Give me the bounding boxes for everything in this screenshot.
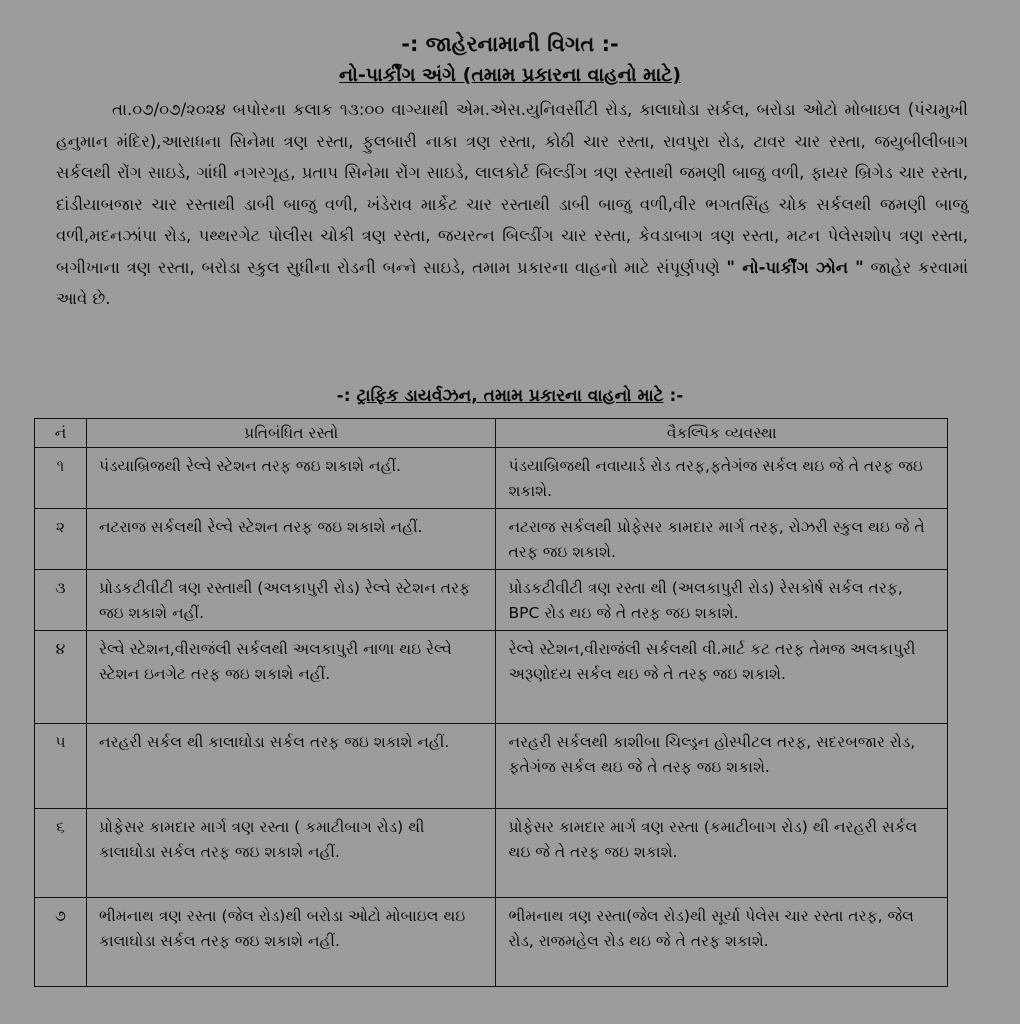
column-header-restricted-road: પ્રતિબંધિત રસ્તો (86, 419, 496, 448)
alternative-arrangement-cell: રેલ્વે સ્ટેશન,વીરાજંલી સર્કલથી વી.માર્ટ કટ તરફ તેમજ અલકાપુરી અરૂણોદય સર્કલ થઇ જે તે તરફ જઇ શકાશે. (496, 631, 948, 724)
restricted-road-cell: પ્રોફેસર કામદાર માર્ગ ત્રણ રસ્તા ( કમાટીબાગ રોડ) થી કાલાઘોડા સર્કલ તરફ જઇ શકાશે નહીં. (86, 809, 496, 898)
row-number: ૬ (35, 809, 87, 898)
restricted-road-cell: પંડયાબ્રિજથી રેલ્વે સ્ટેશન તરફ જઇ શકાશે નહીં. (86, 448, 496, 509)
table-row (35, 898, 948, 987)
no-parking-subtitle: નો-પાર્કીંગ અંગે (તમામ પ્રકારના વાહનો માટે) (339, 64, 681, 86)
row-number: ૩ (35, 570, 87, 631)
restricted-road-cell: પ્રોડકટીવીટી ત્રણ રસ્તાથી (અલકાપુરી રોડ) રેલ્વે સ્ટેશન તરફ જઇ શકાશે નહીં. (86, 570, 496, 631)
notice-title: -: જાહેરનામાની વિગત :- (401, 32, 619, 56)
alternative-arrangement-cell: નરહરી સર્કલથી કાશીબા ચિલ્ડ્રન હોસ્પીટલ તરફ, સદરબજાર રોડ, ફતેગંજ સર્કલ થઇ જે તે તરફ જઇ શકાશે. (496, 724, 948, 809)
column-header-number: નં (35, 419, 87, 448)
diversion-table (34, 418, 948, 987)
diversion-heading (0, 386, 1020, 406)
diversion-heading-suffix: :- (669, 386, 684, 406)
diversion-heading-text: ટ્રાફિક ડાયર્વઝન, તમામ પ્રકારના વાહનો માટે (356, 386, 664, 406)
table-row (35, 724, 948, 809)
table-row (35, 570, 948, 631)
table-row (35, 809, 948, 898)
table-row (35, 509, 948, 570)
row-number: ૧ (35, 448, 87, 509)
table-row (35, 448, 948, 509)
no-parking-zone-label: " નો-પાર્કીંગ ઝોન " (726, 257, 864, 277)
column-header-alternative-arrangement: વૈકલ્પિક વ્યવસ્થા (496, 419, 948, 448)
table-header-row (35, 419, 948, 448)
restricted-road-cell: ભીમનાથ ત્રણ રસ્તા (જેલ રોડ)થી બરોડા ઓટો મોબાઇલ થઇ કાલાઘોડા સર્કલ તરફ જઇ શકાશે નહીં. (86, 898, 496, 987)
diversion-heading-prefix: -: (336, 386, 351, 406)
restricted-road-cell: રેલ્વે સ્ટેશન,વીરાજંલી સર્કલથી અલકાપુરી નાળા થઇ રેલ્વે સ્ટેશન ઇનગેટ તરફ જઇ શકાશે નહીં. (86, 631, 496, 724)
alternative-arrangement-cell: પ્રોફેસર કામદાર માર્ગ ત્રણ રસ્તા (કમાટીબાગ રોડ) થી નરહરી સર્કલ થઇ જે તે તરફ જઇ શકાશે. (496, 809, 948, 898)
row-number: ૭ (35, 898, 87, 987)
row-number: ૨ (35, 509, 87, 570)
restricted-road-cell: નટરાજ સર્કલથી રેલ્વે સ્ટેશન તરફ જઇ શકાશે નહીં. (86, 509, 496, 570)
restricted-road-cell: નરહરી સર્કલ થી કાલાઘોડા સર્કલ તરફ જઇ શકાશે નહીં. (86, 724, 496, 809)
alternative-arrangement-cell: પ્રોડકટીવીટી ત્રણ રસ્તા થી (અલકાપુરી રોડ) રેસકોર્ષ સર્કલ તરફ, BPC રોડ થઇ જે તે તરફ જઇ શકાશે. (496, 570, 948, 631)
row-number: ૫ (35, 724, 87, 809)
no-parking-paragraph (56, 94, 968, 315)
paragraph-main-text: તા.૦૭/૦૭/૨૦૨૪ બપોરના કલાક ૧૩:૦૦ વાગ્યાથી એમ.એસ.યુનિવર્સીટી રોડ, કાલાઘોડા સર્કલ, બરોડા ઓટો મોબાઇલ (પંચમુખી હનુમાન મંદિર),આરાધના સિનેમા ત્રણ રસ્તા, ફુલબારી નાકા ત્રણ રસ્તા, કોઠી ચાર રસ્તા, રાવપુરા રોડ, ટાવર ચાર રસ્તા, જયુબીલીબાગ સર્કલથી રોંગ સાઇડે, ગાંધી નગરગૃહ, પ્રતાપ સિનેમા રોંગ સાઇડે, લાલકોર્ટ બિલ્ડીંગ ત્રણ રસ્તાથી જમણી બાજુ વળી, ફાયર બ્રિગેડ ચાર રસ્તા, દાંડીયાબજાર ચાર રસ્તાથી ડાબી બાજુ વળી, ખંડેરાવ માર્કેટ ચાર રસ્તાથી ડાબી બાજુ વળી,વીર ભગતસિંહ ચોક સર્કલથી જમણી બાજુ વળી,મદનઝાંપા રોડ, પથ્થરગેટ પોલીસ ચોકી ત્રણ રસ્તા, જયરત્ન બિલ્ડીંગ ચાર રસ્તા, કેવડાબાગ ત્રણ રસ્તા, મટન પેલેસશોપ ત્રણ રસ્તા, બગીખાના ત્રણ રસ્તા, બરોડા સ્કુલ સુધીના રોડની બન્ને સાઇડે, તમામ પ્રકારના વાહનો માટે સંપૂર્ણપણે (56, 100, 968, 277)
alternative-arrangement-cell: નટરાજ સર્કલથી પ્રોફેસર કામદાર માર્ગ તરફ, રોઝરી સ્કુલ થઇ જે તે તરફ જઇ શકાશે. (496, 509, 948, 570)
alternative-arrangement-cell: પંડયાબ્રિજથી નવાયાર્ડ રોડ તરફ,ફતેગંજ સર્કલ થઇ જે તે તરફ જઇ શકાશે. (496, 448, 948, 509)
alternative-arrangement-cell: ભીમનાથ ત્રણ રસ્તા(જેલ રોડ)થી સૂર્યા પેલેસ ચાર રસ્તા તરફ, જેલ રોડ, રાજમહેલ રોડ થઇ જે તે તરફ શકાશે. (496, 898, 948, 987)
row-number: ૪ (35, 631, 87, 724)
paragraph-end-text: જાહેર કરવામાં આવે છે. (56, 257, 969, 308)
table-row (35, 631, 948, 724)
